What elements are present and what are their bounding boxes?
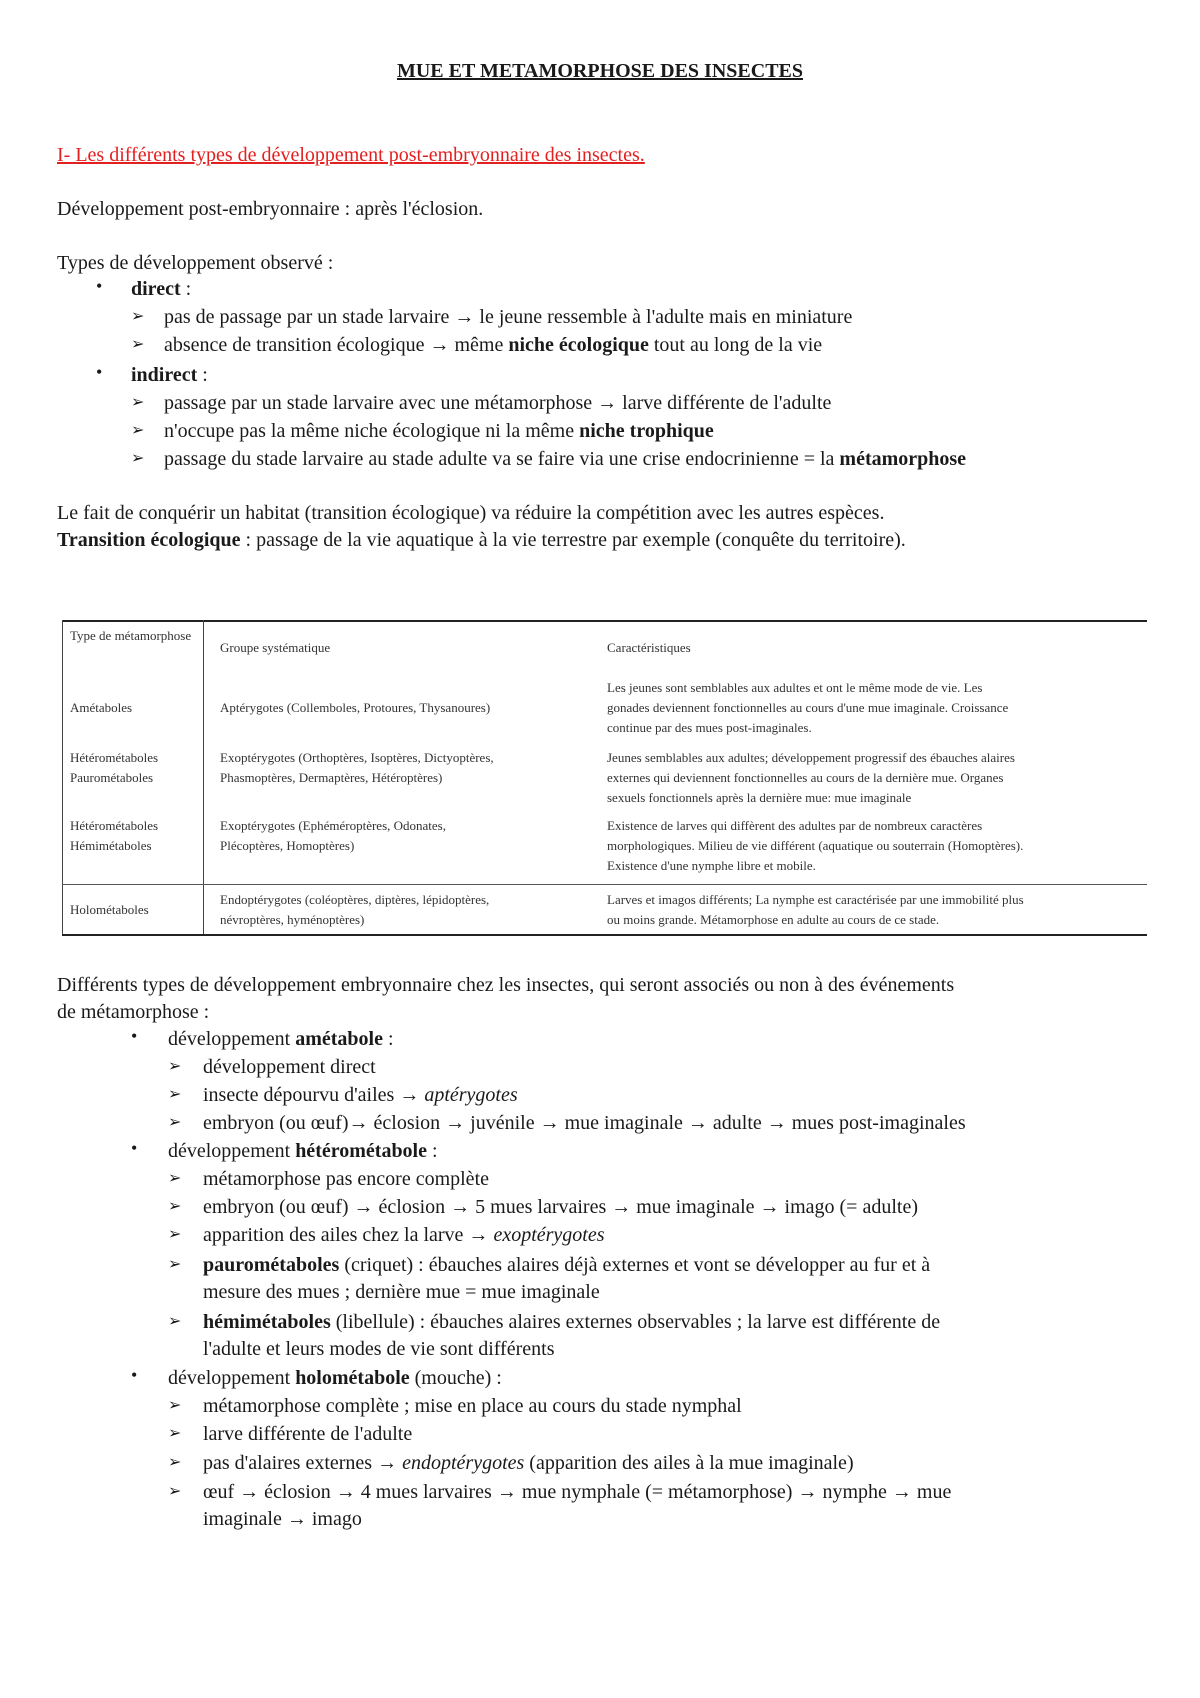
direct-item-2-post: tout au long de la vie bbox=[648, 334, 823, 356]
table-rule-top bbox=[62, 620, 1147, 622]
trait-line: morphologiques. Milieu de vie différent (aquatique ou souterrain (Homoptères). bbox=[607, 838, 1024, 853]
arrow-bullet-icon: ➢ bbox=[131, 336, 145, 353]
page-title: MUE ET METAMORPHOSE DES INSECTES bbox=[396, 60, 803, 82]
hemimetaboles-text: (libellule) : ébauches alaires externes observables ; la larve est différente de bbox=[330, 1311, 941, 1333]
heterometabole-item-3-text: apparition des ailes chez la larve → bbox=[203, 1224, 494, 1246]
group-line: Phasmoptères, Dermaptères, Hétéroptères) bbox=[220, 770, 443, 785]
holometabole-item-3 bbox=[203, 1450, 854, 1476]
trait-line: continue par des mues post-imaginales. bbox=[607, 720, 812, 735]
table-cell-type: Hétérométaboles Paurométaboles bbox=[70, 750, 159, 785]
competition-text: Le fait de conquérir un habitat (transition écologique) va réduire la compétition avec les autres espèces. bbox=[57, 502, 885, 524]
group-line: Endoptérygotes (coléoptères, diptères, lépidoptères, bbox=[220, 892, 490, 907]
trait-line: Les jeunes sont semblables aux adultes et ont le même mode de vie. Les bbox=[607, 680, 983, 695]
table-cell-traits bbox=[607, 816, 1023, 876]
section2-intro-line1: Différents types de développement embryonnaire chez les insectes, qui seront associés ou non à des événements bbox=[57, 974, 955, 996]
arrow-bullet-icon: ➢ bbox=[168, 1114, 182, 1131]
table-cell-group bbox=[220, 748, 494, 788]
holometabole-item-4: œuf → éclosion → 4 mues larvaires → mue nymphale (= métamorphose) → nymphe → mue bbox=[203, 1481, 952, 1503]
table-rule-mid bbox=[62, 884, 1147, 885]
ametabole-item-2 bbox=[203, 1082, 518, 1108]
ametabole-post: : bbox=[382, 1028, 394, 1050]
indirect-suffix: : bbox=[197, 364, 208, 386]
holometabole-item-3-text: pas d'alaires externes → bbox=[203, 1452, 403, 1474]
transition-text bbox=[57, 527, 906, 553]
section2-intro-line2: de métamorphose : bbox=[57, 1001, 210, 1023]
arrow-bullet-icon: ➢ bbox=[131, 308, 145, 325]
arrow-bullet-icon: ➢ bbox=[131, 450, 145, 467]
ametabole-item-2-italic: aptérygotes bbox=[424, 1084, 518, 1106]
arrow-bullet-icon: ➢ bbox=[168, 1256, 182, 1273]
metamorphosis-table bbox=[62, 620, 1147, 936]
heterometabole-bold: hétérométabole bbox=[295, 1140, 427, 1162]
trait-line: Larves et imagos différents; La nymphe est caractérisée par une immobilité plus bbox=[607, 892, 1024, 907]
table-rule-bottom bbox=[62, 934, 1147, 936]
bullet-dot: • bbox=[131, 1138, 138, 1158]
direct-item-1: pas de passage par un stade larvaire → le jeune ressemble à l'adulte mais en miniature bbox=[164, 306, 853, 328]
table-cell-type: Holométaboles bbox=[70, 902, 149, 917]
holometabole-item-2: larve différente de l'adulte bbox=[203, 1423, 413, 1445]
arrow-bullet-icon: ➢ bbox=[168, 1086, 182, 1103]
indirect-label: indirect bbox=[131, 364, 198, 386]
trait-line: Jeunes semblables aux adultes; développement progressif des ébauches alaires bbox=[607, 750, 1015, 765]
trait-line: gonades deviennent fonctionnelles au cours d'une mue imaginale. Croissance bbox=[607, 700, 1009, 715]
table-cell-group: Aptérygotes (Collemboles, Protoures, Thysanoures) bbox=[220, 700, 491, 715]
direct-suffix: : bbox=[180, 278, 192, 300]
group-line: névroptères, hyménoptères) bbox=[220, 912, 365, 927]
holometabole-bold: holométabole bbox=[295, 1367, 410, 1389]
section-heading: I- Les différents types de développement post-embryonnaire des insectes. bbox=[57, 144, 645, 166]
direct-heading bbox=[131, 276, 191, 302]
indirect-item-2 bbox=[164, 418, 714, 444]
arrow-bullet-icon: ➢ bbox=[131, 422, 145, 439]
arrow-bullet-icon: ➢ bbox=[131, 394, 145, 411]
indirect-item-3-bold: métamorphose bbox=[839, 448, 967, 470]
table-cell-group bbox=[220, 816, 446, 856]
holometabole-item-3-post: (apparition des ailes à la mue imaginale) bbox=[524, 1452, 854, 1474]
table-cell-type: Amétaboles bbox=[70, 700, 133, 715]
paurometaboles-text: (criquet) : ébauches alaires déjà externes et vont se développer au fur et à bbox=[339, 1254, 931, 1276]
group-line: Plécoptères, Homoptères) bbox=[220, 838, 355, 853]
indirect-item-3 bbox=[164, 446, 966, 472]
table-header-type: Type de métamorphose bbox=[70, 628, 192, 643]
table-header-traits: Caractéristiques bbox=[607, 640, 691, 655]
holometabole-item-4-cont: imaginale → imago bbox=[203, 1508, 362, 1530]
table-column-divider bbox=[203, 620, 204, 936]
holometabole-pre: développement bbox=[168, 1367, 296, 1389]
definition-text: Développement post-embryonnaire : après l'éclosion. bbox=[57, 198, 484, 220]
heterometabole-post: : bbox=[427, 1140, 438, 1162]
ametabole-item-1: développement direct bbox=[203, 1056, 376, 1078]
arrow-bullet-icon: ➢ bbox=[168, 1313, 182, 1330]
ametabole-pre: développement bbox=[168, 1028, 296, 1050]
heterometabole-item-1: métamorphose pas encore complète bbox=[203, 1168, 489, 1190]
group-line: Exoptérygotes (Ephéméroptères, Odonates, bbox=[220, 818, 446, 833]
bullet-dot: • bbox=[131, 1365, 138, 1385]
arrow-bullet-icon: ➢ bbox=[168, 1058, 182, 1075]
heterometabole-item-4-cont: mesure des mues ; dernière mue = mue imaginale bbox=[203, 1281, 600, 1303]
indirect-item-1: passage par un stade larvaire avec une métamorphose → larve différente de l'adulte bbox=[164, 392, 832, 414]
trait-line: externes qui deviennent fonctionnelles au cours de la dernière mue. Organes bbox=[607, 770, 1004, 785]
trait-line: Existence d'une nymphe libre et mobile. bbox=[607, 858, 816, 873]
heterometabole-heading bbox=[168, 1138, 438, 1164]
heterometabole-item-3-italic: exoptérygotes bbox=[493, 1224, 605, 1246]
holometabole-post: (mouche) : bbox=[409, 1367, 502, 1389]
ametabole-bold: amétabole bbox=[295, 1028, 383, 1050]
table-cell-type: Hétérométaboles Hémimétaboles bbox=[70, 818, 159, 853]
arrow-bullet-icon: ➢ bbox=[168, 1170, 182, 1187]
heterometabole-item-5-cont: l'adulte et leurs modes de vie sont différents bbox=[203, 1338, 555, 1360]
heterometabole-pre: développement bbox=[168, 1140, 296, 1162]
trait-line: ou moins grande. Métamorphose en adulte au cours de ce stade. bbox=[607, 912, 940, 927]
hemimetaboles-bold: hémimétaboles bbox=[203, 1311, 331, 1333]
bullet-dot: • bbox=[96, 276, 103, 296]
direct-item-2 bbox=[164, 332, 822, 358]
indirect-item-2-bold: niche trophique bbox=[579, 420, 714, 442]
holometabole-heading bbox=[168, 1365, 502, 1391]
table-cell-traits bbox=[607, 748, 1015, 808]
heterometabole-item-4 bbox=[203, 1252, 930, 1278]
holometabole-item-3-italic: endoptérygotes bbox=[402, 1452, 525, 1474]
table-cell-traits bbox=[607, 890, 1024, 930]
holometabole-item-1: métamorphose complète ; mise en place au cours du stade nymphal bbox=[203, 1395, 742, 1417]
bullet-dot: • bbox=[131, 1026, 138, 1046]
heterometabole-item-3 bbox=[203, 1222, 605, 1248]
indirect-heading bbox=[131, 362, 208, 388]
indirect-item-2-text: n'occupe pas la même niche écologique ni la même bbox=[164, 420, 580, 442]
direct-item-2-bold: niche écologique bbox=[508, 334, 649, 356]
arrow-bullet-icon: ➢ bbox=[168, 1198, 182, 1215]
heterometabole-item-5 bbox=[203, 1309, 940, 1335]
arrow-bullet-icon: ➢ bbox=[168, 1483, 182, 1500]
table-header-group: Groupe systématique bbox=[220, 640, 331, 655]
arrow-bullet-icon: ➢ bbox=[168, 1425, 182, 1442]
arrow-bullet-icon: ➢ bbox=[168, 1397, 182, 1414]
ametabole-heading bbox=[168, 1026, 394, 1052]
paurometaboles-bold: paurométaboles bbox=[203, 1254, 340, 1276]
trait-line: sexuels fonctionnels après la dernière mue: mue imaginale bbox=[607, 790, 912, 805]
trait-line: Existence de larves qui diffèrent des adultes par de nombreux caractères bbox=[607, 818, 983, 833]
transition-rest: : passage de la vie aquatique à la vie terrestre par exemple (conquête du territoire). bbox=[240, 529, 906, 551]
indirect-item-3-text: passage du stade larvaire au stade adulte va se faire via une crise endocrinienne = la bbox=[164, 448, 840, 470]
heterometabole-item-2: embryon (ou œuf) → éclosion → 5 mues larvaires → mue imaginale → imago (= adulte) bbox=[203, 1196, 918, 1218]
direct-item-2-text: absence de transition écologique → même bbox=[164, 334, 509, 356]
transition-bold: Transition écologique bbox=[57, 529, 241, 551]
table-cell-group bbox=[220, 890, 489, 930]
table-left-border bbox=[62, 620, 63, 936]
types-intro: Types de développement observé : bbox=[57, 252, 334, 274]
table-cell-traits bbox=[607, 678, 1008, 738]
arrow-bullet-icon: ➢ bbox=[168, 1226, 182, 1243]
group-line: Exoptérygotes (Orthoptères, Isoptères, Dictyoptères, bbox=[220, 750, 494, 765]
direct-label: direct bbox=[131, 278, 181, 300]
ametabole-item-3: embryon (ou œuf)→ éclosion → juvénile → mue imaginale → adulte → mues post-imaginales bbox=[203, 1112, 966, 1134]
ametabole-item-2-text: insecte dépourvu d'ailes → bbox=[203, 1084, 425, 1106]
arrow-bullet-icon: ➢ bbox=[168, 1454, 182, 1471]
bullet-dot: • bbox=[96, 362, 103, 382]
